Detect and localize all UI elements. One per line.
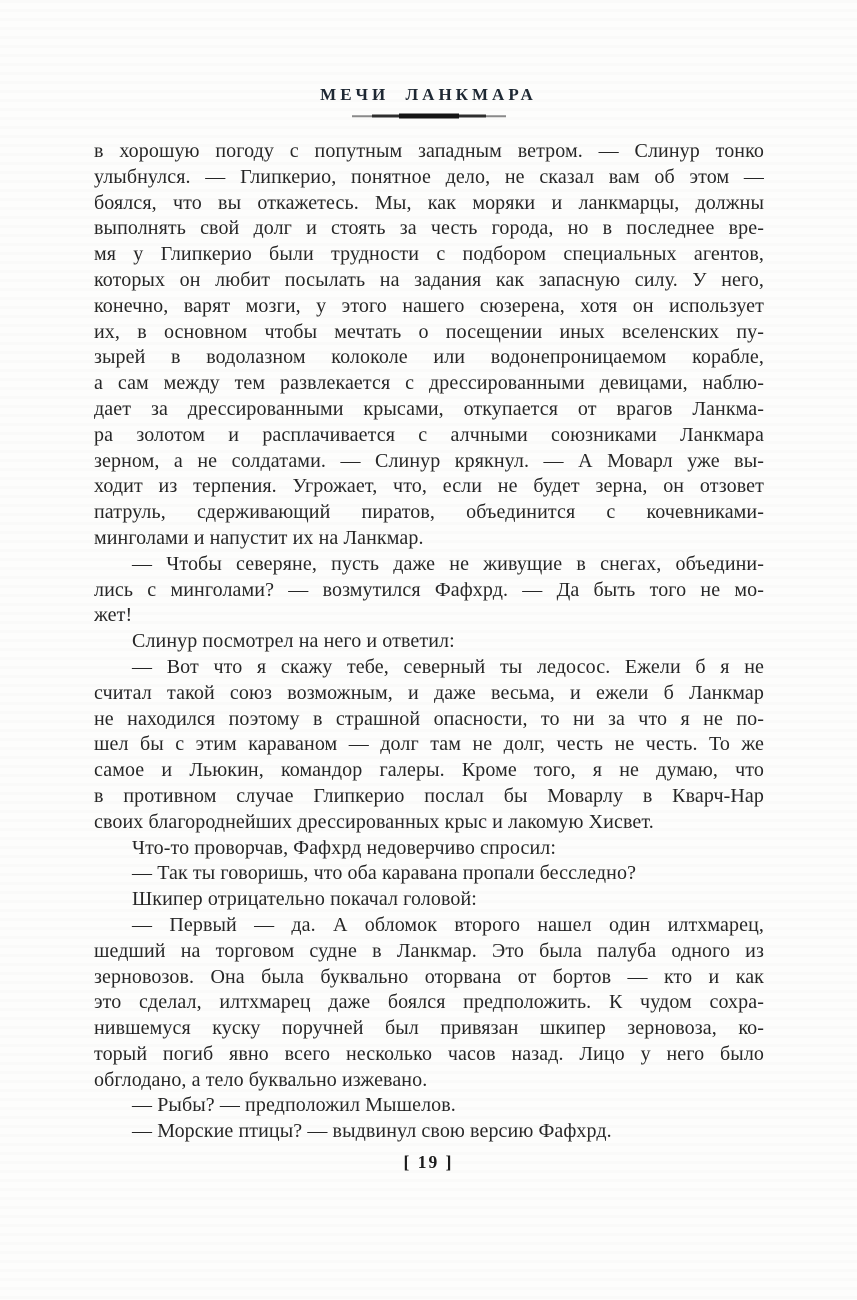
text-line: обглодано, а тело буквально изжевано. [94,1068,428,1091]
text-line: нившемуся куску поручней был привязан шкипер зерновоза, ко- [94,1017,764,1040]
text-line: Шкипер отрицательно покачал головой: [132,888,477,911]
text-line: ходит из терпения. Угрожает, что, если не будет зерна, он отзовет [94,475,764,498]
text-line: Что-то проворчав, Фафхрд недоверчиво спросил: [132,836,557,859]
text-line: выполнять свой долг и стоять за честь города, но в последнее вре- [94,217,764,240]
text-line: в хорошую погоду с попутным западным ветром. — Слинур тонко [94,140,764,162]
paragraph [94,1093,764,1119]
text-line: не находился поэтому в страшной опасности, то ни за что я не по- [94,707,764,730]
paragraph [94,861,764,887]
paragraph [94,913,764,1094]
text-line: боялся, что вы откажетесь. Мы, как моряки и ланкмарцы, должны [94,191,764,214]
text-block [94,139,764,1145]
paragraph [94,655,764,836]
text-line: шел бы с этим караваном — долг там не долг, честь не честь. То же [94,733,764,756]
text-line: торый погиб явно всего несколько часов назад. Лицо у него было [94,1042,764,1065]
page-number: [ 19 ] [403,1152,454,1172]
text-line: шедший на торговом судне в Ланкмар. Это была палуба одного из [94,939,764,962]
text-line: лись с минголами? — возмутился Фафхрд. — Да быть того не мо- [94,578,764,601]
paragraph [94,836,764,862]
paragraph [94,1119,764,1145]
text-line: Слинур посмотрел на него и ответил: [132,630,455,653]
text-line: своих благороднейших дрессированных крыс и лакомую Хисвет. [94,810,654,833]
text-line: зерновозов. Она была буквально оторвана от бортов — кто и как [94,965,764,988]
text-line: — Морские птицы? — выдвинул свою версию Фафхрд. [132,1120,612,1143]
text-line: — Чтобы северяне, пусть даже не живущие в снегах, объедини- [132,552,764,575]
text-line: — Первый — да. А обломок второго нашел один илтхмарец, [132,913,764,936]
text-line: самое и Льюкин, командор галеры. Кроме того, я не думаю, что [94,759,764,782]
divider-thick-line [399,114,459,119]
running-header: МЕЧИ ЛАНКМАРА [320,85,537,104]
text-line: улыбнулся. — Глипкерио, понятное дело, не сказал вам об этом — [94,165,764,188]
text-line: патруль, сдерживающий пиратов, объединится с кочевниками- [94,501,764,524]
text-line: — Так ты говоришь, что оба каравана пропали бесследно? [132,862,637,885]
text-line: — Рыбы? — предположил Мышелов. [132,1094,456,1117]
text-line: мя у Глипкерио были трудности с подбором специальных агентов, [94,243,764,266]
paragraph [94,887,764,913]
text-line: жет! [94,604,133,627]
text-line: а сам между тем развлекается с дрессированными девицами, наблю- [94,372,764,395]
text-line: которых он любит посылать на задания как запасную силу. У него, [94,268,764,291]
header-divider [0,111,857,121]
paragraph [94,629,764,655]
text-line: ра золотом и расплачивается с алчными союзниками Ланкмара [94,423,764,446]
paragraph [94,139,764,552]
divider-ornament-icon [352,111,506,121]
text-line: зырей в водолазном колоколе или водонепроницаемом корабле, [94,346,764,369]
text-line: считал такой союз возможным, и даже весьма, и ежели б Ланкмар [94,681,764,704]
text-line: конечно, варят мозги, у этого нашего сюзерена, хотя он использует [94,294,764,317]
text-line: в противном случае Глипкерио послал бы Моварлу в Кварч-Нар [94,784,764,807]
text-line: зерном, а не солдатами. — Слинур крякнул. — А Моварл уже вы- [94,449,764,472]
text-line: их, в основном чтобы мечтать о посещении иных вселенских пу- [94,320,764,343]
paragraph [94,552,764,629]
text-line: — Вот что я скажу тебе, северный ты ледосос. Ежели б я не [132,655,764,678]
text-line: дает за дрессированными крысами, откупается от врагов Ланкма- [94,397,764,420]
text-line: минголами и напустит их на Ланкмар. [94,526,424,549]
text-line: это сделал, илтхмарец даже боялся предположить. К чудом сохра- [94,991,764,1014]
